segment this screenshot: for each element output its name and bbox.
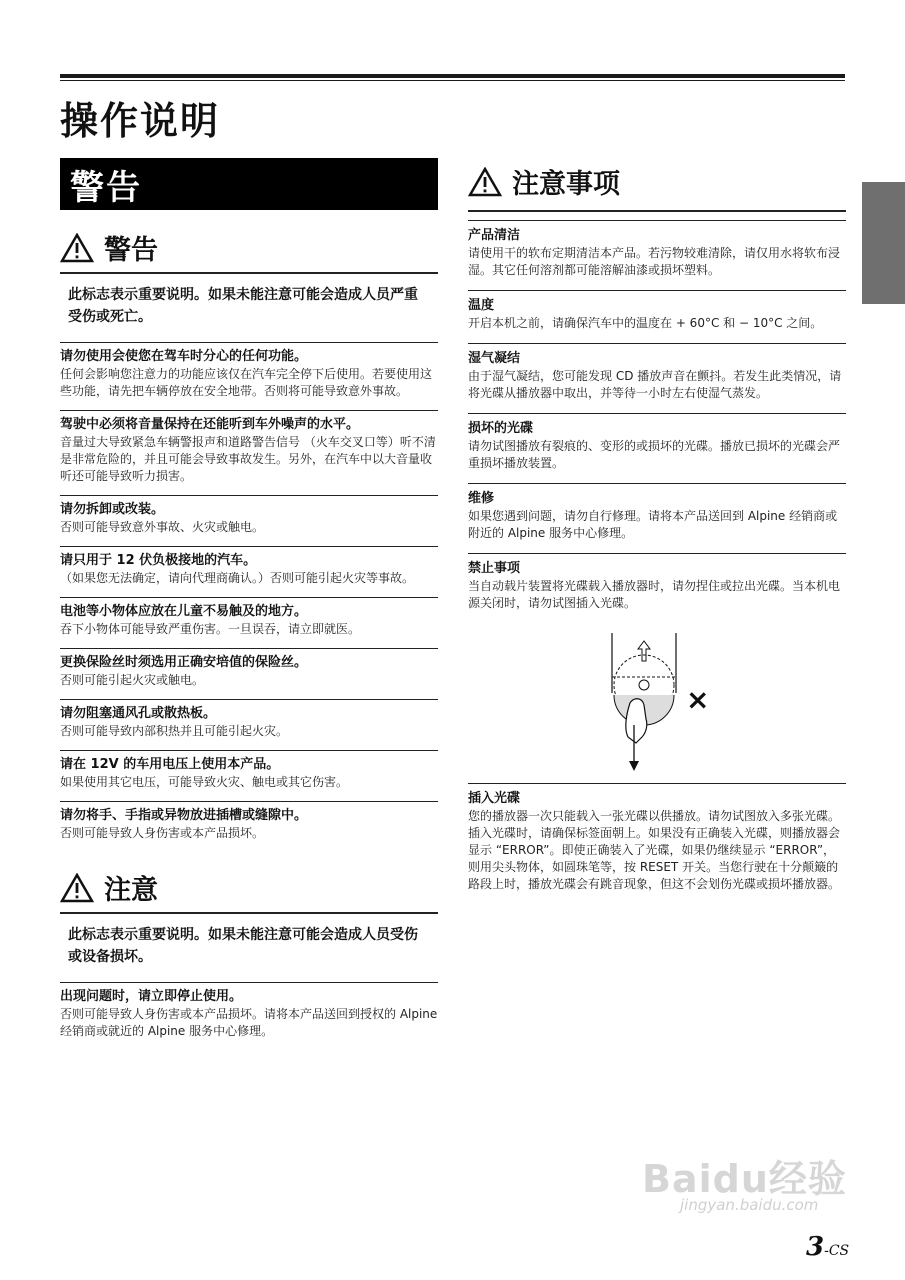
list-item	[468, 343, 846, 413]
list-item	[468, 220, 846, 290]
item-body: 否则可能引起火灾或触电。	[60, 673, 205, 687]
list-item	[60, 597, 438, 648]
item-body: 当自动载片装置将光碟载入播放器时，请勿捏住或拉出光碟。当本机电源关闭时，请勿试图插入光碟。	[468, 579, 841, 610]
caution-heading	[60, 868, 438, 914]
notes-items	[468, 220, 846, 623]
caution-triangle-icon	[60, 873, 94, 903]
notes-heading	[468, 158, 846, 212]
item-title: 请勿使用会使您在驾车时分心的任何功能。	[60, 349, 308, 364]
list-item	[60, 495, 438, 546]
watermark-url: jingyan.baidu.com	[680, 1196, 819, 1214]
watermark-logo: Baidu经验	[642, 1157, 847, 1201]
right-column	[468, 158, 846, 904]
caution-heading-label: 注意	[104, 875, 158, 906]
side-tab	[862, 182, 905, 304]
item-title: 出现问题时，请立即停止使用。	[60, 989, 243, 1004]
item-body: 开启本机之前，请确保汽车中的温度在 + 60°C 和 − 10°C 之间。	[468, 316, 823, 330]
top-rule	[60, 74, 845, 78]
warning-triangle-icon	[60, 233, 94, 263]
item-body: 请勿试图播放有裂痕的、变形的或损坏的光碟。播放已损坏的光碟会严重损坏播放装置。	[468, 439, 841, 470]
list-item	[60, 699, 438, 750]
prohibited-mark: ×	[686, 683, 710, 716]
list-item	[60, 648, 438, 699]
item-title: 维修	[468, 491, 495, 506]
item-title: 温度	[468, 298, 495, 313]
page-number-value: 3	[806, 1232, 825, 1262]
item-title: 湿气凝结	[468, 351, 521, 366]
item-body: 如果您遇到问题，请勿自行修理。请将本产品送回到 Alpine 经销商或附近的 Alpine 服务中心修理。	[468, 509, 838, 540]
item-title: 禁止事项	[468, 561, 521, 576]
disc-insert-illustration	[468, 623, 846, 783]
warning-heading-label: 警告	[104, 235, 158, 266]
left-column	[60, 158, 438, 1050]
item-body: 任何会影响您注意力的功能应该仅在汽车完全停下后使用。若要使用这些功能，请先把车辆停放在安全地带。否则将可能导致意外事故。	[60, 367, 433, 398]
page-number	[806, 1232, 849, 1262]
item-body: 请使用干的软布定期清洁本产品。若污物较难清除，请仅用水将软布浸湿。其它任何溶剂都可能溶解油漆或损坏塑料。	[468, 246, 841, 277]
item-body: 否则可能导致人身伤害或本产品损坏。请将本产品送回到授权的 Alpine 经销商或就近的 Alpine 服务中心修理。	[60, 1007, 438, 1038]
list-item	[60, 342, 438, 410]
notes-heading-label: 注意事项	[512, 169, 620, 200]
notes-triangle-icon	[468, 167, 502, 197]
item-title: 产品清洁	[468, 228, 521, 243]
top-rule-thin	[60, 80, 845, 81]
caution-items	[60, 982, 438, 1050]
page-title: 操作说明	[60, 99, 221, 143]
warning-intro: 此标志表示重要说明。如果未能注意可能会造成人员严重受伤或死亡。	[68, 287, 418, 325]
warning-items	[60, 342, 438, 852]
list-item	[60, 546, 438, 597]
item-body: 由于湿气凝结，您可能发现 CD 播放声音在颤抖。若发生此类情况，请将光碟从播放器中取出，并等待一小时左右使湿气蒸发。	[468, 369, 842, 400]
list-item	[468, 483, 846, 553]
list-item	[468, 413, 846, 483]
item-body: 否则可能导致内部积热并且可能引起火灾。	[60, 724, 289, 738]
item-title: 请只用于 12 伏负极接地的汽车。	[60, 553, 257, 568]
list-item	[60, 750, 438, 801]
insert-disc-section	[468, 783, 846, 904]
item-title: 请勿阻塞通风孔或散热板。	[60, 706, 217, 721]
item-title: 请在 12V 的车用电压上使用本产品。	[60, 757, 280, 772]
item-title: 驾驶中必须将音量保持在还能听到车外噪声的水平。	[60, 417, 360, 432]
list-item	[468, 290, 846, 343]
page-number-suffix: -CS	[824, 1243, 850, 1259]
item-body: 否则可能导致人身伤害或本产品损坏。	[60, 826, 265, 840]
item-title: 更换保险丝时须选用正确安培值的保险丝。	[60, 655, 308, 670]
warning-banner: 警告	[60, 158, 438, 210]
insert-disc-body: 您的播放器一次只能载入一张光碟以供播放。请勿试图放入多张光碟。插入光碟时，请确保标签面朝上。如果没有正确装入光碟，则播放器会显示 “ERROR”。即使正确装入了光碟，如果仍继续显示 “ERROR”，则用尖头物体，如圆珠笔等，按 RESET 开关。当您行驶在十分颠簸的路段上时，播放光碟会有跳音现象，但这不会划伤光碟或损坏播放器。	[468, 809, 841, 891]
item-title: 电池等小物体应放在儿童不易触及的地方。	[60, 604, 308, 619]
list-item	[60, 801, 438, 852]
list-item	[60, 410, 438, 495]
item-body: 音量过大导致紧急车辆警报声和道路警告信号 （火车交叉口等）听不清是非常危险的，并且可能会导致事故发生。另外，在汽车中以大音量收听还可能导致听力损害。	[60, 435, 436, 483]
insert-disc-title: 插入光碟	[468, 791, 521, 806]
caution-intro: 此标志表示重要说明。如果未能注意可能会造成人员受伤或设备损坏。	[68, 927, 418, 965]
item-body: （如果您无法确定，请向代理商确认。）否则可能引起火灾等事故。	[60, 571, 415, 585]
list-item	[468, 553, 846, 623]
warning-heading	[60, 228, 438, 274]
item-body: 否则可能导致意外事故、火灾或触电。	[60, 520, 265, 534]
item-body: 吞下小物体可能导致严重伤害。一旦误吞，请立即就医。	[60, 622, 361, 636]
list-item	[60, 982, 438, 1050]
item-body: 如果使用其它电压，可能导致火灾、触电或其它伤害。	[60, 775, 349, 789]
item-title: 损坏的光碟	[468, 421, 534, 436]
item-title: 请勿将手、手指或异物放进插槽或缝隙中。	[60, 808, 308, 823]
disc-hand-icon	[600, 633, 750, 773]
item-title: 请勿拆卸或改装。	[60, 502, 165, 517]
